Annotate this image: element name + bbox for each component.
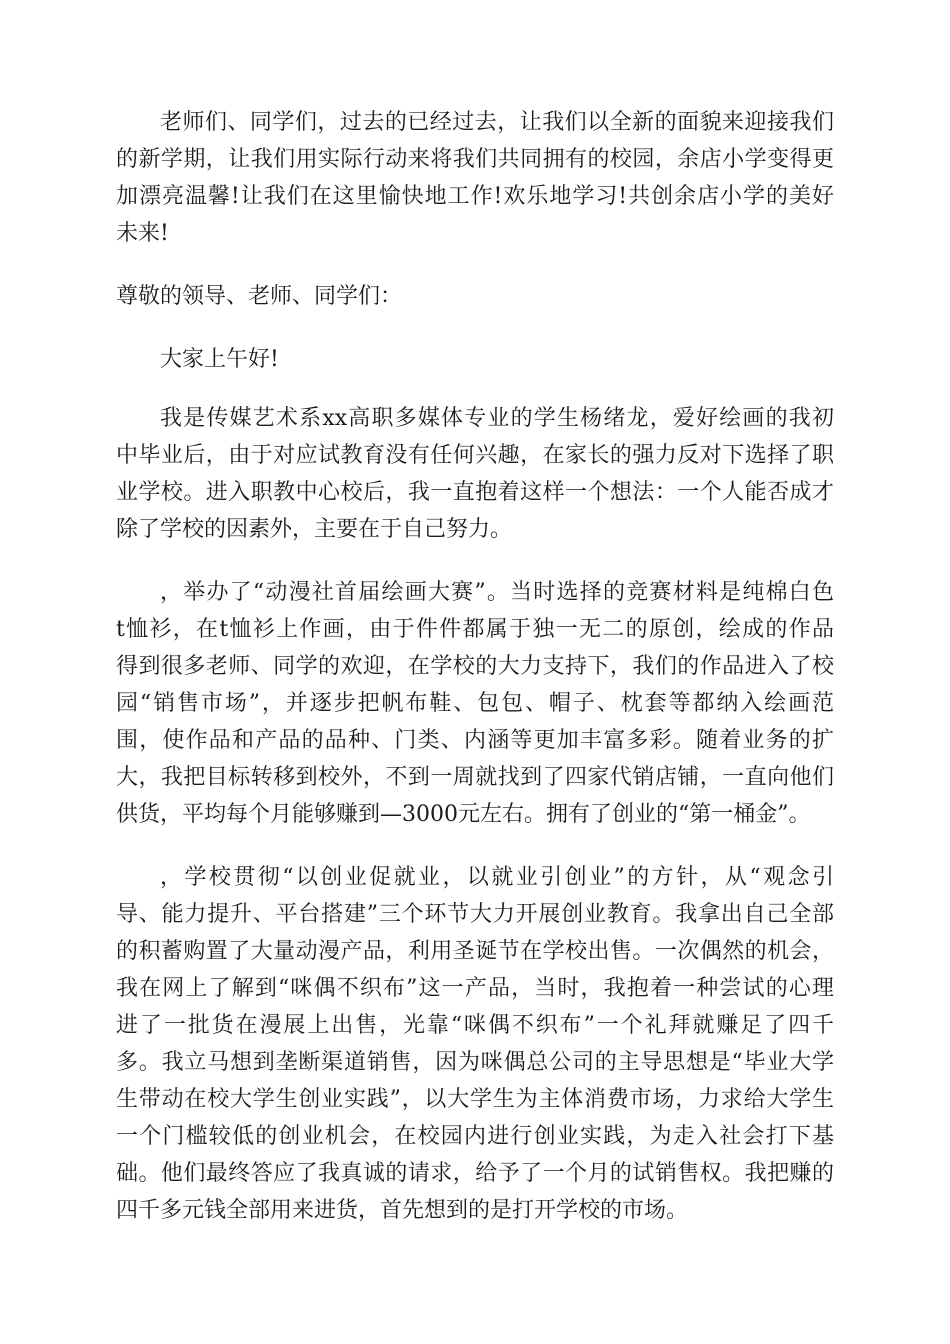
text-line: 园“销售市场”，并逐步把帆布鞋、包包、帽子、枕套等都纳入绘画范 bbox=[116, 691, 834, 716]
text-line: 的新学期，让我们用实际行动来将我们共同拥有的校园，余店小学变得更 bbox=[116, 147, 834, 172]
text-line: 我在网上了解到“咪偶不织布”这一产品，当时，我抱着一种尝试的心理 bbox=[116, 976, 834, 1001]
text-line: 供货，平均每个月能够赚到—3000元左右。拥有了创业的“第一桶金”。 bbox=[116, 802, 811, 827]
text-line: 进了一批货在漫展上出售，光靠“咪偶不织布”一个礼拜就赚足了四千 bbox=[116, 1013, 834, 1038]
greeting-line: 大家上午好! bbox=[160, 347, 279, 372]
paragraph-contest bbox=[116, 574, 834, 833]
text-line: 我是传媒艺术系xx高职多媒体专业的学生杨绪龙，爱好绘画的我初 bbox=[160, 406, 834, 431]
paragraph-salutation bbox=[116, 278, 834, 315]
document-page bbox=[116, 104, 834, 1255]
salutation-line: 尊敬的领导、老师、同学们： bbox=[116, 284, 403, 309]
text-line: 大，我把目标转移到校外，不到一周就找到了四家代销店铺，一直向他们 bbox=[116, 765, 834, 790]
text-line: 础。他们最终答应了我真诚的请求，给予了一个月的试销售权。我把赚的 bbox=[116, 1161, 834, 1186]
paragraph-greeting bbox=[116, 341, 834, 378]
text-line: t恤衫，在t恤衫上作画，由于件件都属于独一无二的原创，绘成的作品 bbox=[116, 617, 834, 642]
text-line: 导、能力提升、平台搭建”三个环节大力开展创业教育。我拿出自己全部 bbox=[116, 902, 834, 927]
text-line: 四千多元钱全部用来进货，首先想到的是打开学校的市场。 bbox=[116, 1198, 689, 1223]
text-line: 围，使作品和产品的品种、门类、内涵等更加丰富多彩。随着业务的扩 bbox=[116, 728, 834, 753]
text-line: ，举办了“动漫社首届绘画大赛”。当时选择的竞赛材料是纯棉白色 bbox=[160, 580, 834, 605]
text-line: 加漂亮温馨!让我们在这里愉快地工作!欢乐地学习!共创余店小学的美好 bbox=[116, 184, 834, 209]
paragraph-closing bbox=[116, 104, 834, 252]
text-line: 生带动在校大学生创业实践”，以大学生为主体消费市场，力求给大学生 bbox=[116, 1087, 834, 1112]
paragraph-intro bbox=[116, 400, 834, 548]
text-line: 业学校。进入职教中心校后，我一直抱着这样一个想法：一个人能否成才 bbox=[116, 480, 834, 505]
text-line: 一个门槛较低的创业机会，在校园内进行创业实践，为走入社会打下基 bbox=[116, 1124, 834, 1149]
text-line: 得到很多老师、同学的欢迎，在学校的大力支持下，我们的作品进入了校 bbox=[116, 654, 834, 679]
text-line: 的积蓄购置了大量动漫产品，利用圣诞节在学校出售。一次偶然的机会， bbox=[116, 939, 834, 964]
text-line: 中毕业后，由于对应试教育没有任何兴趣，在家长的强力反对下选择了职 bbox=[116, 443, 834, 468]
text-line: 老师们、同学们，过去的已经过去，让我们以全新的面貌来迎接我们 bbox=[160, 110, 834, 135]
paragraph-business bbox=[116, 859, 834, 1229]
text-line: 多。我立马想到垄断渠道销售，因为咪偶总公司的主导思想是“毕业大学 bbox=[116, 1050, 834, 1075]
text-line: ，学校贯彻“以创业促就业，以就业引创业”的方针，从“观念引 bbox=[160, 865, 834, 890]
text-line: 未来! bbox=[116, 221, 169, 246]
text-line: 除了学校的因素外，主要在于自己努力。 bbox=[116, 517, 513, 542]
